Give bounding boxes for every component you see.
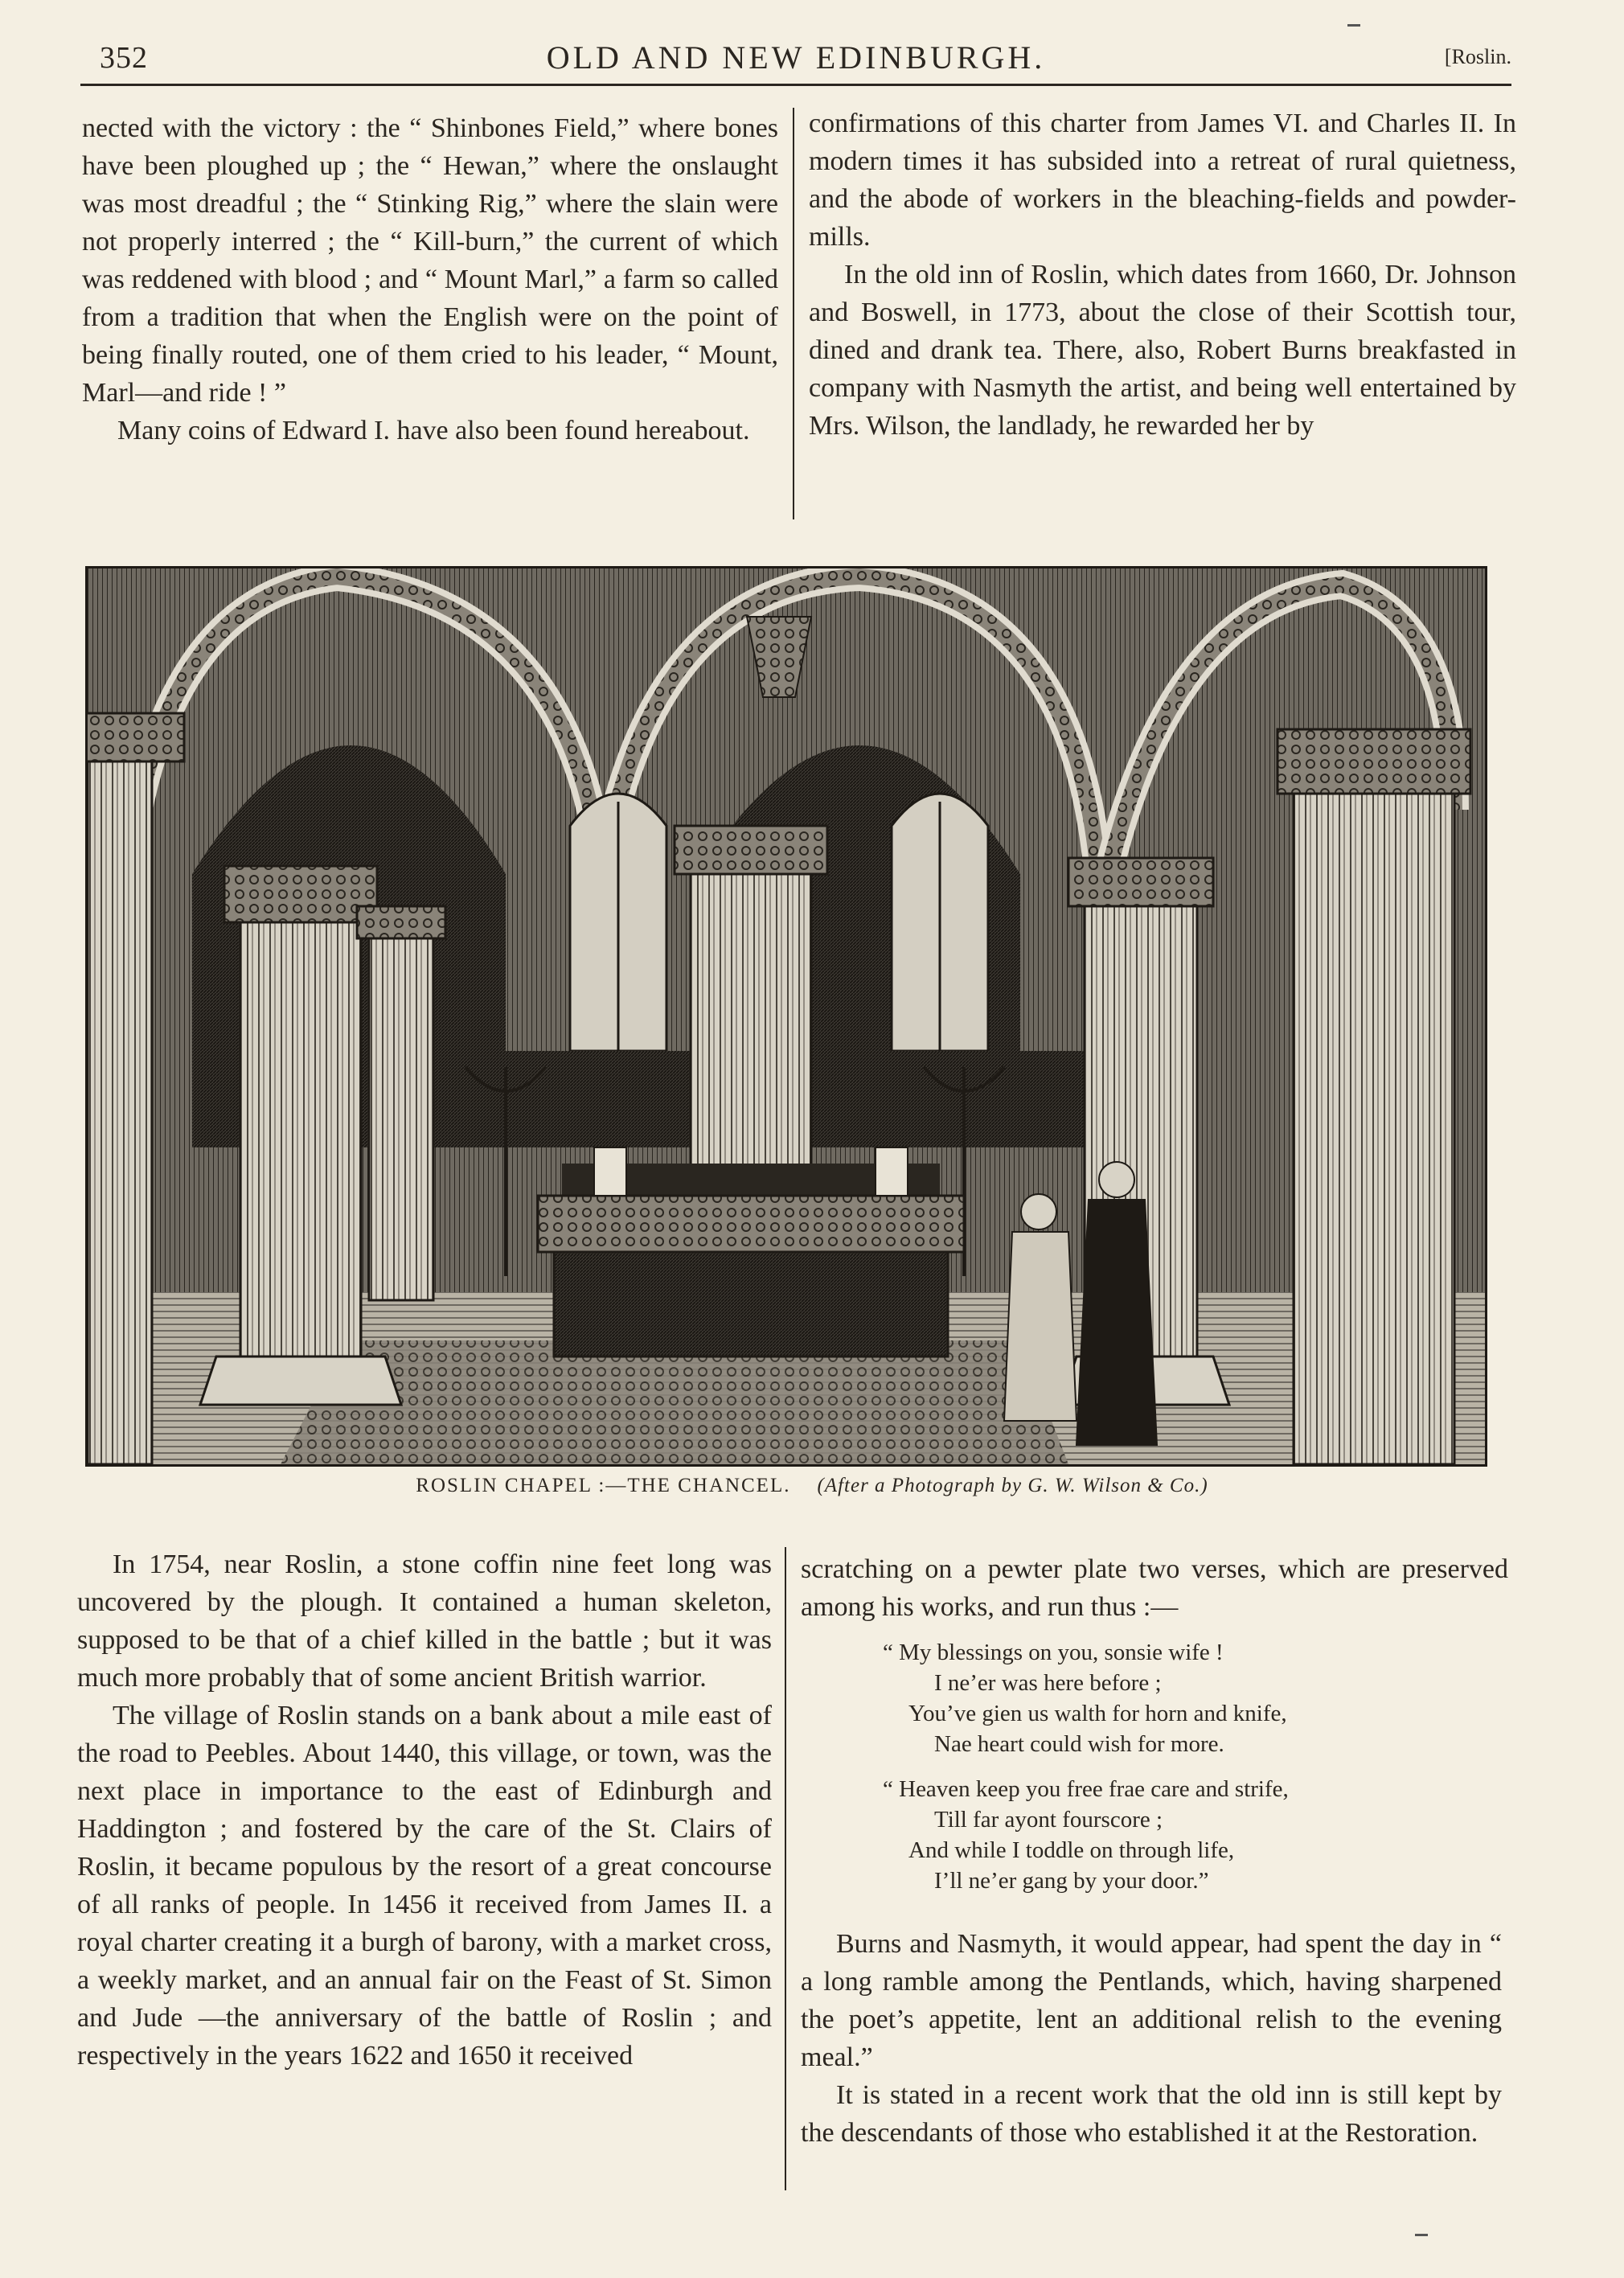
verse-line: I ne’er was here before ; xyxy=(934,1670,1162,1696)
print-mark xyxy=(1415,2234,1428,2236)
paragraph: In 1754, near Roslin, a stone coffin nine feet long was uncovered by the plough. It contained a human skeleton, supposed to be that of a chief killed in the battle ; but it was much more probably that of some ancient British warrior. xyxy=(77,1549,772,1693)
running-title: OLD AND NEW EDINBURGH. xyxy=(546,39,1046,76)
paragraph: Burns and Nasmyth, it would appear, had spent the day in “ a long ramble among the Pentlands, which, having sharpened the poet’s appetite, lent an additional relish to the evening meal.” xyxy=(801,1929,1502,2072)
verse-line: I’ll ne’er gang by your door.” xyxy=(934,1868,1209,1894)
paragraph: scratching on a pewter plate two verses, which are preserved among his works, and run thus :— xyxy=(801,1554,1508,1622)
burns-verses xyxy=(873,1637,1452,1911)
caption-title: ROSLIN CHAPEL :—THE CHANCEL. xyxy=(416,1475,791,1496)
top-left-column xyxy=(82,109,778,449)
paragraph: In the old inn of Roslin, which dates from 1660, Dr. Johnson and Boswell, in 1773, about the close of their Scottish tour, dined and drank tea. There, also, Robert Burns breakfasted in company with Nasmyth the artist, and being well entertained by Mrs. Wilson, the landlady, he rewarded her by xyxy=(809,260,1516,441)
verse-line: You’ve gien us walth for horn and knife, xyxy=(908,1701,1287,1726)
header-rule xyxy=(80,84,1511,86)
chapel-engraving xyxy=(85,566,1487,1467)
print-mark xyxy=(1347,24,1360,27)
stanza xyxy=(873,1774,1452,1896)
bottom-right-column-intro xyxy=(801,1550,1508,1626)
paragraph: It is stated in a recent work that the old inn is still kept by the descendants of those who established it at the Restoration. xyxy=(801,2080,1502,2148)
figure-caption xyxy=(0,1475,1624,1497)
verse-line: “ My blessings on you, sonsie wife ! xyxy=(883,1640,1224,1665)
column-divider xyxy=(793,108,794,519)
caption-credit: (After a Photograph by G. W. Wilson & Co.) xyxy=(817,1475,1208,1496)
paragraph: confirmations of this charter from James VI. and Charles II. In modern times it has subsided into a retreat of rural quietness, and the abode of workers in the bleaching-fields and powder-mills. xyxy=(809,109,1516,252)
bottom-left-column xyxy=(77,1545,772,2075)
verse-line: Till far ayont fourscore ; xyxy=(934,1807,1163,1833)
verse-line: Nae heart could wish for more. xyxy=(934,1731,1224,1757)
paragraph: The village of Roslin stands on a bank about a mile east of the road to Peebles. About 1440, this village, or town, was the next place in importance to the east of Edinburgh and Haddington ; and fostered by the care of the St. Clairs of Roslin, it became populous by the resort of a great concourse of all ranks of people. In 1456 it received from James II. a royal charter creating it a burgh of barony, with a market cross, a weekly market, and an annual fair on the Feast of St. Simon and Jude —the anniversary of the battle of Roslin ; and respectively in the years 1622 and 1650 it received xyxy=(77,1701,772,2071)
paragraph: nected with the victory : the “ Shinbones Field,” where bones have been ploughed up ; the “ Hewan,” where the onslaught was most dreadful ; the “ Stinking Rig,” where the slain were not properly interred ; the “ Kill-burn,” the current of which was reddened with blood ; and “ Mount Marl,” a farm so called from a tradition that when the English were on the point of being finally routed, one of them cried to his leader, “ Mount, Marl—and ride ! ” xyxy=(82,113,778,408)
column-divider xyxy=(785,1547,786,2190)
section-marker: [Roslin. xyxy=(1444,45,1511,68)
top-right-column xyxy=(809,105,1516,445)
bottom-right-column xyxy=(801,1925,1502,2152)
paragraph: Many coins of Edward I. have also been found hereabout. xyxy=(117,416,750,445)
page-number: 352 xyxy=(100,41,148,75)
chapel-illustration xyxy=(88,568,1485,1464)
running-header xyxy=(80,35,1511,84)
stanza xyxy=(873,1637,1452,1759)
verse-line: “ Heaven keep you free frae care and strife, xyxy=(883,1776,1289,1802)
verse-line: And while I toddle on through life, xyxy=(908,1837,1235,1863)
